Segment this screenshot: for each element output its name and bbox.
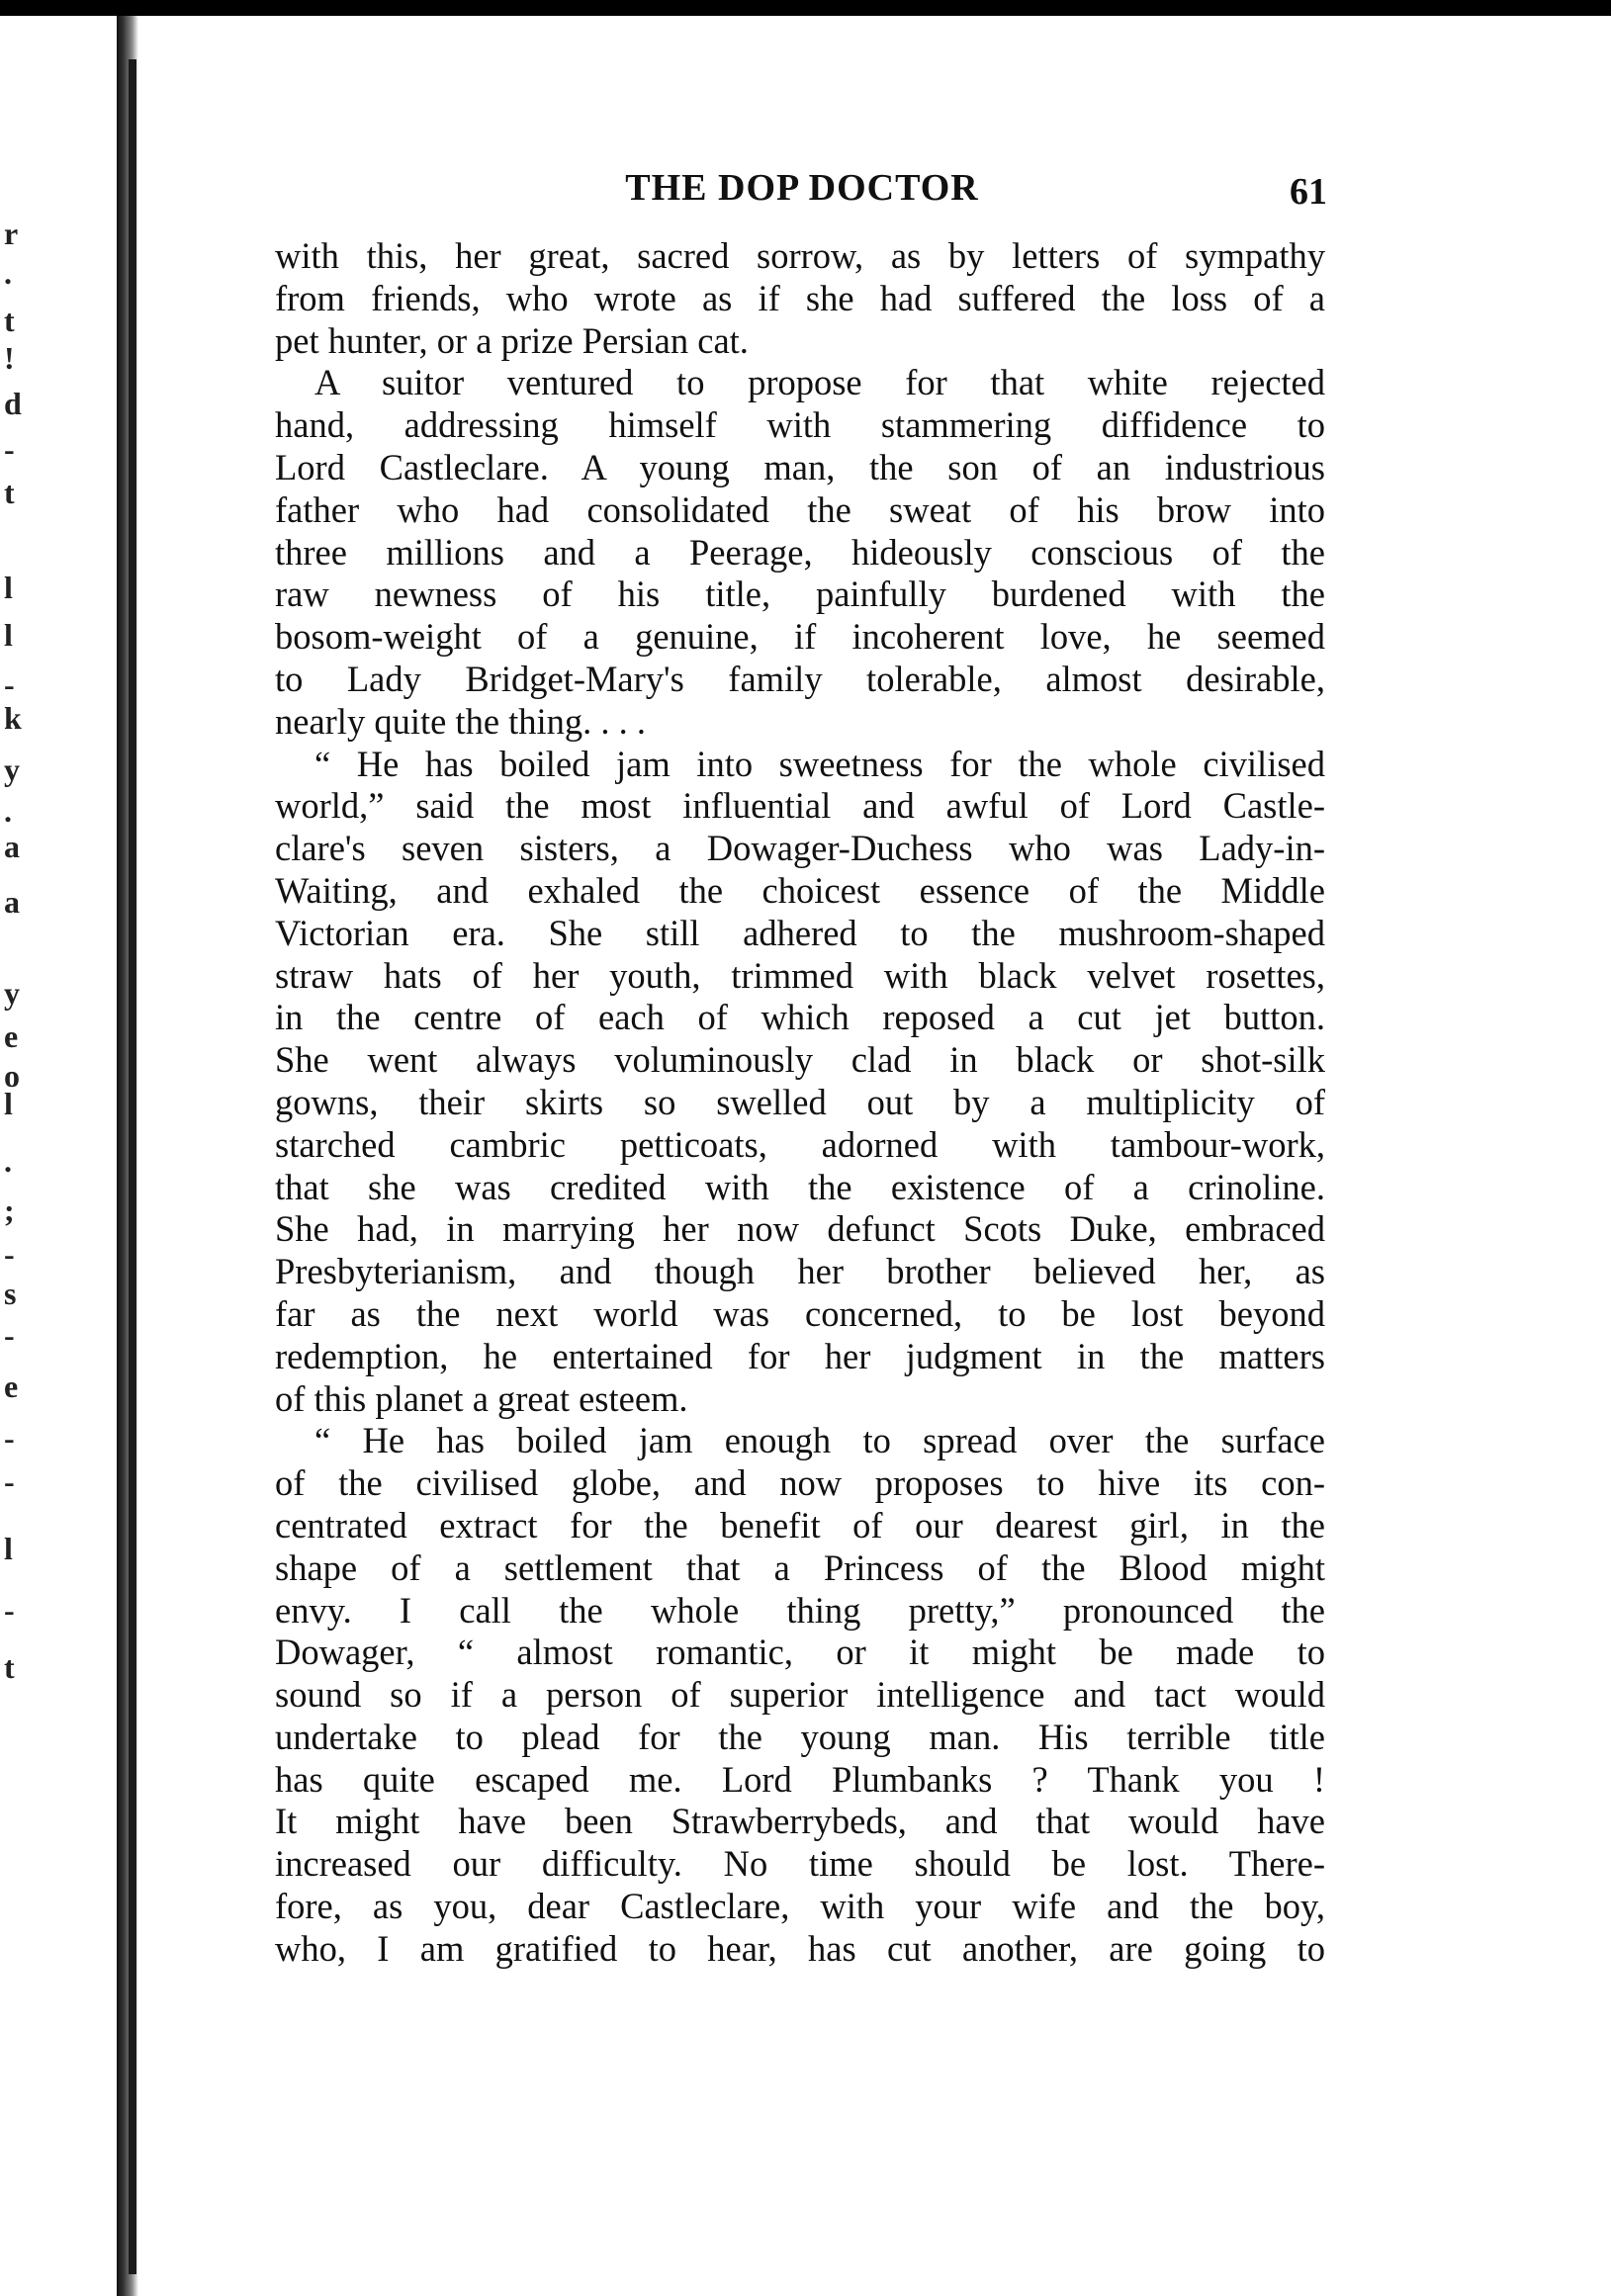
facing-page-margin: [0, 218, 24, 1701]
page-number: 61: [1290, 171, 1327, 213]
margin-fragment: a: [4, 829, 20, 864]
text-line: Presbyterianism, and though her brother believed her, as: [275, 1251, 1325, 1292]
margin-fragment: -: [4, 666, 15, 702]
text-line: of the civilised globe, and now proposes to hive its con-: [275, 1462, 1325, 1504]
text-line: three millions and a Peerage, hideously conscious of the: [275, 531, 1325, 573]
text-line: father who had consolidated the sweat of his brow into: [275, 488, 1325, 530]
text-line: redemption, he entertained for her judgment in the matters: [275, 1335, 1325, 1376]
text-line: shape of a settlement that a Princess of the Blood might: [275, 1546, 1325, 1588]
text-line: She went always voluminously clad in black or shot-silk: [275, 1039, 1325, 1081]
margin-fragment: t: [4, 303, 15, 338]
margin-fragment: .: [4, 255, 12, 291]
margin-fragment: -: [4, 1420, 15, 1456]
margin-fragment: r: [4, 216, 19, 251]
margin-fragment: .: [4, 793, 12, 829]
text-line: pet hunter, or a prize Persian cat.: [275, 319, 749, 361]
top-scan-border: [0, 0, 1611, 16]
margin-fragment: t: [4, 1649, 15, 1685]
text-line: clare's seven sisters, a Dowager-Duchess who was Lady-in-: [275, 828, 1325, 869]
text-line: nearly quite the thing. . . .: [275, 700, 647, 742]
text-line: “ He has boiled jam enough to spread over the surface: [314, 1420, 1325, 1461]
text-line: A suitor ventured to propose for that white rejected: [314, 362, 1325, 403]
margin-fragment: -: [4, 1317, 15, 1353]
text-line: far as the next world was concerned, to be lost beyond: [275, 1292, 1325, 1334]
text-line: fore, as you, dear Castleclare, with your wife and the boy,: [275, 1886, 1325, 1927]
text-line: She had, in marrying her now defunct Scots Duke, embraced: [275, 1208, 1325, 1250]
text-line: envy. I call the whole thing pretty,” pronounced the: [275, 1589, 1325, 1631]
margin-fragment: l: [4, 570, 13, 605]
text-line: has quite escaped me. Lord Plumbanks ? Thank you !: [275, 1758, 1325, 1800]
text-line: raw newness of his title, painfully burdened with the: [275, 574, 1325, 615]
text-line: Waiting, and exhaled the choicest essence of the Middle: [275, 869, 1325, 911]
margin-fragment: e: [4, 1369, 19, 1404]
margin-fragment: l: [4, 1086, 13, 1121]
margin-fragment: t: [4, 475, 15, 510]
margin-fragment: -: [4, 1463, 15, 1499]
margin-fragment: l: [4, 1531, 13, 1566]
margin-fragment: y: [4, 975, 20, 1011]
margin-fragment: e: [4, 1018, 19, 1054]
text-line: from friends, who wrote as if she had suffered the loss of a: [275, 277, 1325, 318]
text-line: Victorian era. She still adhered to the mushroom-shaped: [275, 912, 1325, 953]
text-line: centrated extract for the benefit of our dearest girl, in the: [275, 1504, 1325, 1545]
text-line: hand, addressing himself with stammering diffidence to: [275, 404, 1325, 446]
margin-fragment: -: [4, 431, 15, 467]
text-line: with this, her great, sacred sorrow, as by letters of sympathy: [275, 235, 1325, 276]
margin-fragment: s: [4, 1276, 17, 1311]
text-line: starched cambric petticoats, adorned with tambour-work,: [275, 1123, 1325, 1165]
margin-fragment: -: [4, 1236, 15, 1272]
margin-fragment: ;: [4, 1192, 15, 1228]
text-line: “ He has boiled jam into sweetness for the whole civilised: [314, 743, 1325, 784]
running-title: THE DOP DOCTOR: [625, 167, 979, 209]
text-line: to Lady Bridget-Mary's family tolerable, almost desirable,: [275, 658, 1325, 699]
margin-fragment: k: [4, 700, 22, 736]
body-text: [275, 235, 1325, 1971]
text-line: undertake to plead for the young man. His terrible title: [275, 1716, 1325, 1757]
text-line: in the centre of each of which reposed a cut jet button.: [275, 997, 1325, 1038]
text-line: increased our difficulty. No time should be lost. There-: [275, 1843, 1325, 1885]
text-line: world,” said the most influential and awful of Lord Castle-: [275, 785, 1325, 827]
text-line: who, I am gratified to hear, has cut another, are going to: [275, 1927, 1325, 1969]
margin-fragment: d: [4, 386, 22, 421]
page-gutter-line: [129, 59, 136, 2274]
margin-fragment: l: [4, 617, 13, 653]
text-line: Lord Castleclare. A young man, the son of an industrious: [275, 446, 1325, 487]
margin-fragment: o: [4, 1058, 20, 1094]
text-line: sound so if a person of superior intelligence and tact would: [275, 1674, 1325, 1716]
margin-fragment: !: [4, 340, 15, 376]
margin-fragment: -: [4, 1592, 15, 1628]
margin-fragment: .: [4, 1143, 12, 1179]
text-line: bosom-weight of a genuine, if incoherent love, he seemed: [275, 616, 1325, 658]
margin-fragment: a: [4, 884, 20, 920]
text-line: gowns, their skirts so swelled out by a multiplicity of: [275, 1081, 1325, 1122]
text-line: that she was credited with the existence of a crinoline.: [275, 1166, 1325, 1207]
text-line: straw hats of her youth, trimmed with black velvet rosettes,: [275, 954, 1325, 996]
text-line: Dowager, “ almost romantic, or it might be made to: [275, 1632, 1325, 1673]
text-line: It might have been Strawberrybeds, and that would have: [275, 1801, 1325, 1842]
text-line: of this planet a great esteem.: [275, 1377, 688, 1419]
page-header: [277, 166, 1327, 225]
margin-fragment: y: [4, 751, 20, 787]
